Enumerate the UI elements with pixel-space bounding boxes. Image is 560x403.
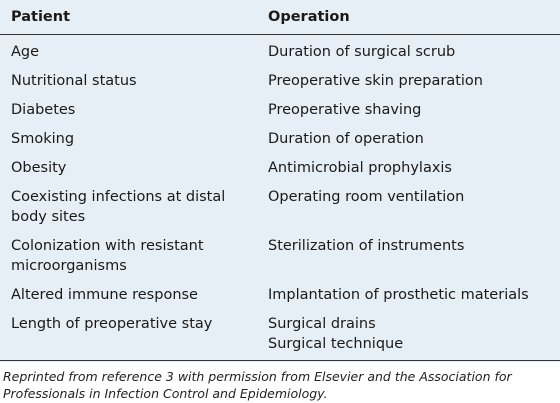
operation-cell — [258, 187, 560, 227]
header-operation: Operation — [268, 9, 350, 25]
header-patient: Patient — [11, 9, 71, 25]
patient-cell — [0, 100, 258, 120]
patient-cell — [0, 158, 258, 178]
table-row — [0, 125, 560, 154]
cell-text: Nutritional status — [11, 73, 137, 89]
source-footnote — [3, 368, 553, 402]
operation-cell — [258, 129, 560, 149]
table-bottom-rule — [0, 360, 560, 361]
cell-text: Preoperative shaving — [268, 102, 422, 118]
table-row — [0, 310, 560, 359]
cell-text: Operating room ventilation — [268, 189, 465, 205]
operation-cell — [258, 71, 560, 91]
cell-text: Smoking — [11, 131, 75, 147]
operation-cell — [258, 100, 560, 120]
cell-text: Diabetes — [11, 102, 76, 118]
operation-cell — [258, 158, 560, 178]
cell-text: Surgical technique — [268, 336, 404, 352]
cell-text: Surgical drains — [268, 316, 376, 332]
patient-cell — [0, 129, 258, 149]
cell-text: body sites — [11, 209, 86, 225]
cell-text: Sterilization of instruments — [268, 238, 465, 254]
cell-text: Coexisting infections at distal — [11, 189, 226, 205]
patient-cell — [0, 314, 258, 354]
table-row — [0, 281, 560, 310]
table-header — [0, 0, 560, 35]
operation-cell — [258, 285, 560, 305]
table-row — [0, 38, 560, 67]
footnote-line: Professionals in Infection Control and Epidemiology. — [3, 386, 328, 401]
cell-text: Antimicrobial prophylaxis — [268, 160, 452, 176]
cell-text: Age — [11, 44, 40, 60]
cell-text: Altered immune response — [11, 287, 198, 303]
cell-text: Duration of operation — [268, 131, 424, 147]
patient-cell — [0, 187, 258, 227]
footnote-line: Reprinted from reference 3 with permission from Elsevier and the Association for — [3, 369, 512, 384]
cell-text: microorganisms — [11, 258, 127, 274]
operation-cell — [258, 236, 560, 276]
cell-text: Preoperative skin preparation — [268, 73, 483, 89]
cell-text: Obesity — [11, 160, 67, 176]
cell-text: Implantation of prosthetic materials — [268, 287, 529, 303]
patient-cell — [0, 236, 258, 276]
cell-text: Duration of surgical scrub — [268, 44, 456, 60]
patient-cell — [0, 71, 258, 91]
operation-cell — [258, 314, 560, 354]
operation-cell — [258, 42, 560, 62]
cell-text: Colonization with resistant — [11, 238, 204, 254]
cell-text: Length of preoperative stay — [11, 316, 213, 332]
table-row — [0, 183, 560, 232]
patient-cell — [0, 285, 258, 305]
table-row — [0, 232, 560, 281]
table-row — [0, 96, 560, 125]
table-body — [0, 35, 560, 362]
table-row — [0, 154, 560, 183]
table-row — [0, 67, 560, 96]
patient-cell — [0, 42, 258, 62]
